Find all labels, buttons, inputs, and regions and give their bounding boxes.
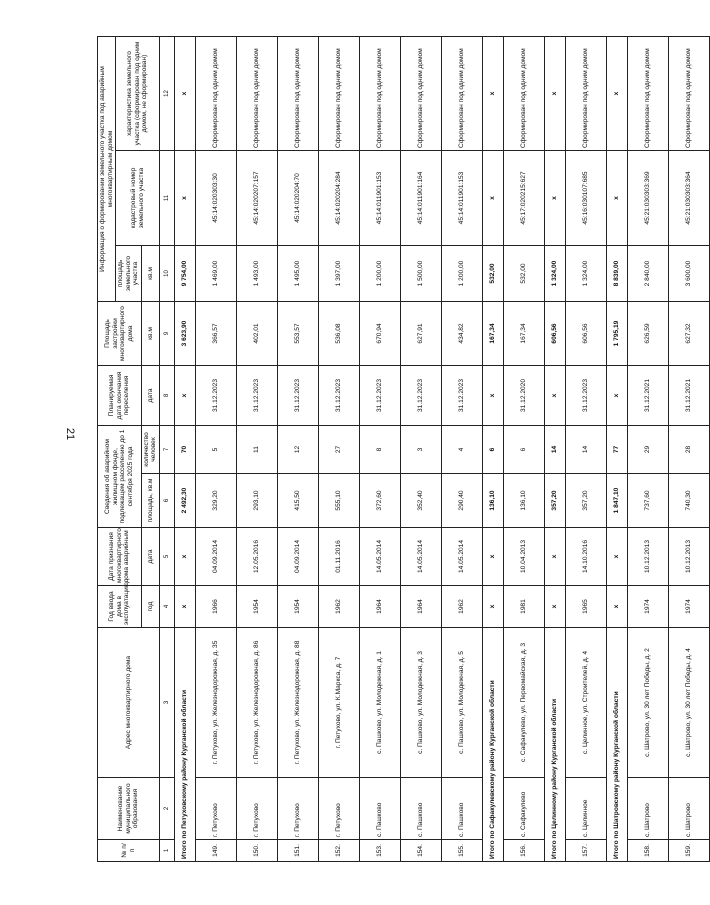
total-value: x [607, 151, 628, 246]
address-cell: г. Петухово, ул. Железнодорожная, д. 88 [278, 628, 319, 778]
district-total-row [607, 36, 628, 861]
rotated-table-container [97, 37, 693, 862]
total-value: x [545, 586, 566, 628]
year-cell: 1974 [628, 586, 669, 628]
page-number: 21 [64, 427, 77, 441]
recognition-date-cell: 01.11.2016 [319, 528, 360, 586]
header-municipality: Наименование муниципального образования [98, 778, 160, 840]
land-area-cell: 3 600,00 [669, 246, 710, 302]
characteristic-cell: Сформирован под одним домом [669, 36, 710, 150]
fund-people-cell: 11 [237, 426, 278, 474]
column-number: 11 [160, 151, 175, 246]
cadastre-cell: 45:14:011901:153 [442, 151, 483, 246]
recognition-date-cell: 10.12.2013 [669, 528, 710, 586]
header-land-area: площадь земельного участка [116, 246, 142, 302]
total-value: x [175, 528, 196, 586]
fund-area-cell: 372,60 [360, 474, 401, 528]
column-number: 5 [160, 528, 175, 586]
header-characteristic: характеристика земельного участка (сформирован под одним домом, не сформирован) [116, 36, 160, 150]
fund-area-cell: 290,40 [442, 474, 483, 528]
total-value: 14 [545, 426, 566, 474]
total-value: x [545, 528, 566, 586]
fund-area-cell: 740,30 [669, 474, 710, 528]
address-cell: г. Петухово, ул. Железнодорожная, д. 86 [237, 628, 278, 778]
recognition-date-cell: 14.10.2016 [566, 528, 607, 586]
total-value: x [545, 36, 566, 150]
header-no: № п/п [98, 840, 160, 862]
table-row [504, 36, 545, 861]
column-number: 6 [160, 474, 175, 528]
characteristic-cell: Сформирован под одним домом [319, 36, 360, 150]
year-cell: 1974 [669, 586, 710, 628]
fund-people-cell: 5 [196, 426, 237, 474]
year-cell: 1954 [278, 586, 319, 628]
land-area-cell: 1 324,00 [566, 246, 607, 302]
recognition-date-cell: 14.05.2014 [442, 528, 483, 586]
total-value: x [607, 366, 628, 426]
table-row [237, 36, 278, 861]
characteristic-cell: Сформирован под одним домом [566, 36, 607, 150]
total-label: Итого по Целинному району Курганской области [545, 628, 566, 862]
total-value: x [175, 586, 196, 628]
recognition-date-cell: 04.09.2014 [196, 528, 237, 586]
fund-area-cell: 136,10 [504, 474, 545, 528]
fund-people-cell: 4 [442, 426, 483, 474]
address-cell: с. Пашково, ул. Молодежная, д. 1 [360, 628, 401, 778]
header-fund-people: количество человек [141, 426, 159, 474]
row-number: 150. [237, 840, 278, 862]
total-value: 3 623,90 [175, 302, 196, 366]
table-row [628, 36, 669, 861]
column-number: 3 [160, 628, 175, 778]
header-land-info: Информация о формировании земельного участка под аварийным многоквартирным домом [98, 36, 116, 301]
land-area-cell: 1 200,00 [360, 246, 401, 302]
table-row [669, 36, 710, 861]
planned-date-cell: 31.12.2021 [628, 366, 669, 426]
planned-date-cell: 31.12.2023 [566, 366, 607, 426]
row-number: 154. [401, 840, 442, 862]
cadastre-cell: 45:14:020204:70 [278, 151, 319, 246]
year-cell: 1965 [566, 586, 607, 628]
address-cell: г. Петухово, ул. Железнодорожная, д. 35 [196, 628, 237, 778]
total-label: Итого по Сафакулевскому району Курганской области [483, 628, 504, 862]
total-value: 1 795,19 [607, 302, 628, 366]
total-value: x [483, 36, 504, 150]
header-address: Адрес многоквартирного дома [98, 628, 160, 778]
cadastre-cell: 45:16:030107:685 [566, 151, 607, 246]
fund-people-cell: 29 [628, 426, 669, 474]
land-area-cell: 1 397,00 [319, 246, 360, 302]
land-area-cell: 1 500,00 [401, 246, 442, 302]
row-number: 156. [504, 840, 545, 862]
district-total-row [545, 36, 566, 861]
header-year: Год ввода дома в эксплуатацию [98, 586, 142, 628]
total-value: 357,20 [545, 474, 566, 528]
built-area-cell: 366,57 [196, 302, 237, 366]
table-body [175, 36, 710, 861]
address-cell: г. Петухово, ул. К.Маркса, д. 7 [319, 628, 360, 778]
characteristic-cell: Сформирован под одним домом [237, 36, 278, 150]
total-value: x [483, 528, 504, 586]
fund-people-cell: 14 [566, 426, 607, 474]
total-value: 70 [175, 426, 196, 474]
cadastre-cell: 45:17:020215:627 [504, 151, 545, 246]
cadastre-cell: 45:21:030303:364 [669, 151, 710, 246]
row-number: 158. [628, 840, 669, 862]
district-total-row [483, 36, 504, 861]
district-total-row [175, 36, 196, 861]
total-value: 1 324,00 [545, 246, 566, 302]
planned-date-cell: 31.12.2023 [196, 366, 237, 426]
address-cell: с. Пашково, ул. Молодежная, д. 3 [401, 628, 442, 778]
year-cell: 1964 [401, 586, 442, 628]
address-cell: с. Шатрово, ул. 30 лет Победы, д. 2 [628, 628, 669, 778]
built-area-cell: 606,56 [566, 302, 607, 366]
row-number: 151. [278, 840, 319, 862]
characteristic-cell: Сформирован под одним домом [278, 36, 319, 150]
municipality-cell: с. Шатрово [628, 778, 669, 840]
year-cell: 1954 [237, 586, 278, 628]
column-number: 7 [160, 426, 175, 474]
recognition-date-cell: 10.12.2013 [628, 528, 669, 586]
municipality-cell: с. Сафакулево [504, 778, 545, 840]
row-number: 159. [669, 840, 710, 862]
fund-area-cell: 357,20 [566, 474, 607, 528]
cadastre-cell: 45:14:020207:157 [237, 151, 278, 246]
column-number: 9 [160, 302, 175, 366]
row-number: 149. [196, 840, 237, 862]
row-number: 155. [442, 840, 483, 862]
cadastre-cell: 45:14:020204:284 [319, 151, 360, 246]
total-label: Итого по Петуховскому району Курганской области [175, 628, 196, 862]
cadastre-cell: 45:14:020303:30 [196, 151, 237, 246]
table-row [319, 36, 360, 861]
fund-people-cell: 28 [669, 426, 710, 474]
municipality-cell: с. Пашково [360, 778, 401, 840]
year-cell: 1962 [319, 586, 360, 628]
header-land-area-sub: кв.м [141, 246, 159, 302]
municipality-cell: г. Петухово [237, 778, 278, 840]
total-value: x [607, 36, 628, 150]
fund-people-cell: 27 [319, 426, 360, 474]
municipality-cell: с. Пашково [442, 778, 483, 840]
recognition-date-cell: 14.05.2014 [401, 528, 442, 586]
total-value: 6 [483, 426, 504, 474]
planned-date-cell: 31.12.2021 [669, 366, 710, 426]
total-value: x [483, 586, 504, 628]
built-area-cell: 434,82 [442, 302, 483, 366]
fund-area-cell: 415,50 [278, 474, 319, 528]
municipality-cell: с. Шатрово [669, 778, 710, 840]
land-area-cell: 1 200,00 [442, 246, 483, 302]
total-value: 606,56 [545, 302, 566, 366]
built-area-cell: 553,57 [278, 302, 319, 366]
total-label: Итого по Шатровскому району Курганской области [607, 628, 628, 862]
fund-area-cell: 555,10 [319, 474, 360, 528]
built-area-cell: 167,34 [504, 302, 545, 366]
year-cell: 1966 [196, 586, 237, 628]
cadastre-cell: 45:14:011901:164 [401, 151, 442, 246]
table-row [196, 36, 237, 861]
fund-area-cell: 329,20 [196, 474, 237, 528]
characteristic-cell: Сформирован под одним домом [504, 36, 545, 150]
land-area-cell: 1 469,00 [196, 246, 237, 302]
table-row [566, 36, 607, 861]
built-area-cell: 402,01 [237, 302, 278, 366]
header-cadastre: кадастровый номер земельного участка [116, 151, 160, 246]
built-area-cell: 627,91 [401, 302, 442, 366]
fund-area-cell: 737,60 [628, 474, 669, 528]
total-value: 167,34 [483, 302, 504, 366]
header-fund: Сведения об аварийном жилищном фонде, подлежащем расселению до 1 сентября 2025 года [98, 426, 142, 528]
fund-people-cell: 3 [401, 426, 442, 474]
header-fund-area: площадь, кв.м [141, 474, 159, 528]
planned-date-cell: 31.12.2023 [360, 366, 401, 426]
address-cell: с. Шатрово, ул. 30 лет Победы, д. 4 [669, 628, 710, 778]
total-value: x [483, 366, 504, 426]
total-value: x [175, 366, 196, 426]
year-cell: 1981 [504, 586, 545, 628]
total-value: x [175, 151, 196, 246]
fund-area-cell: 293,10 [237, 474, 278, 528]
header-planned-sub: дата [141, 366, 159, 426]
land-area-cell: 2 840,00 [628, 246, 669, 302]
fund-people-cell: 6 [504, 426, 545, 474]
address-cell: с. Пашково, ул. Молодежная, д. 5 [442, 628, 483, 778]
row-number: 152. [319, 840, 360, 862]
total-value: x [545, 366, 566, 426]
column-number: 1 [160, 840, 175, 862]
total-value: x [545, 151, 566, 246]
emergency-housing-table [97, 36, 710, 862]
total-value: 77 [607, 426, 628, 474]
municipality-cell: г. Петухово [196, 778, 237, 840]
column-number: 10 [160, 246, 175, 302]
table-row [360, 36, 401, 861]
municipality-cell: г. Петухово [278, 778, 319, 840]
planned-date-cell: 31.12.2020 [504, 366, 545, 426]
characteristic-cell: Сформирован под одним домом [442, 36, 483, 150]
total-value: x [607, 586, 628, 628]
header-built-sub: кв.м [141, 302, 159, 366]
fund-people-cell: 8 [360, 426, 401, 474]
year-cell: 1962 [442, 586, 483, 628]
built-area-cell: 627,32 [669, 302, 710, 366]
header-built-area: Площадь застройки многоквартирного дома [98, 302, 142, 366]
characteristic-cell: Сформирован под одним домом [196, 36, 237, 150]
built-area-cell: 536,08 [319, 302, 360, 366]
total-value: 532,00 [483, 246, 504, 302]
column-number: 2 [160, 778, 175, 840]
total-value: x [175, 36, 196, 150]
fund-people-cell: 12 [278, 426, 319, 474]
planned-date-cell: 31.12.2023 [401, 366, 442, 426]
land-area-cell: 1 493,00 [237, 246, 278, 302]
header-planned: Планируемая дата окончания переселения [98, 366, 142, 426]
built-area-cell: 670,94 [360, 302, 401, 366]
total-value: 9 754,00 [175, 246, 196, 302]
planned-date-cell: 31.12.2023 [237, 366, 278, 426]
table-row [401, 36, 442, 861]
address-cell: с. Сафакулево, ул. Первомайская, д. 3 [504, 628, 545, 778]
table-row [442, 36, 483, 861]
column-number: 12 [160, 36, 175, 150]
total-value: 2 492,30 [175, 474, 196, 528]
characteristic-cell: Сформирован под одним домом [360, 36, 401, 150]
fund-area-cell: 352,40 [401, 474, 442, 528]
characteristic-cell: Сформирован под одним домом [401, 36, 442, 150]
cadastre-cell: 45:21:030303:369 [628, 151, 669, 246]
municipality-cell: с. Целинное [566, 778, 607, 840]
total-value: x [607, 528, 628, 586]
planned-date-cell: 31.12.2023 [442, 366, 483, 426]
recognition-date-cell: 12.05.2016 [237, 528, 278, 586]
planned-date-cell: 31.12.2023 [278, 366, 319, 426]
recognition-date-cell: 14.05.2014 [360, 528, 401, 586]
total-value: x [483, 151, 504, 246]
planned-date-cell: 31.12.2023 [319, 366, 360, 426]
recognition-date-cell: 04.09.2014 [278, 528, 319, 586]
column-number: 8 [160, 366, 175, 426]
recognition-date-cell: 10.04.2013 [504, 528, 545, 586]
built-area-cell: 626,59 [628, 302, 669, 366]
land-area-cell: 1 495,00 [278, 246, 319, 302]
total-value: 136,10 [483, 474, 504, 528]
municipality-cell: г. Петухово [319, 778, 360, 840]
column-number-row [160, 36, 175, 861]
header-recog-sub: дата [141, 528, 159, 586]
column-number: 4 [160, 586, 175, 628]
cadastre-cell: 45:14:011901:153 [360, 151, 401, 246]
land-area-cell: 532,00 [504, 246, 545, 302]
municipality-cell: с. Пашково [401, 778, 442, 840]
row-number: 157. [566, 840, 607, 862]
row-number: 153. [360, 840, 401, 862]
year-cell: 1964 [360, 586, 401, 628]
header-recognition: Дата признания многоквартирного дома аварийным [98, 528, 142, 586]
total-value: 8 839,00 [607, 246, 628, 302]
characteristic-cell: Сформирован под одним домом [628, 36, 669, 150]
header-year-sub: год [141, 586, 159, 628]
total-value: 1 847,10 [607, 474, 628, 528]
address-cell: с. Целинное, ул. Строителей, д. 4 [566, 628, 607, 778]
table-row [278, 36, 319, 861]
